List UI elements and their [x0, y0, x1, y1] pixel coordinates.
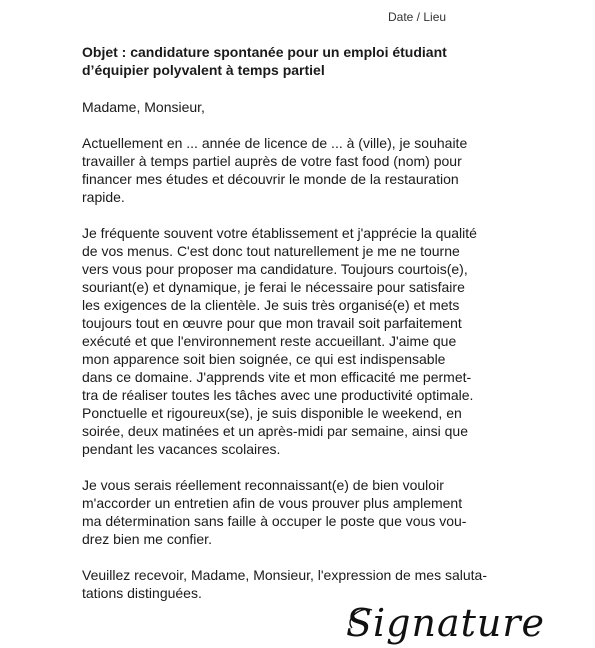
- paragraph-line: tra de réaliser toutes les tâches avec une productivité optimale.: [82, 387, 474, 403]
- paragraph-line: soirée, deux matinées et un après-midi par semaine, ainsi que: [82, 423, 468, 439]
- paragraph-line: Je fréquente souvent votre établissement et j'apprécie la qualité: [82, 225, 477, 241]
- paragraph-line: tations distinguées.: [82, 585, 202, 601]
- paragraph-line: Veuillez recevoir, Madame, Monsieur, l'expression de mes saluta-: [82, 567, 487, 583]
- paragraph-line: les exigences de la clientèle. Je suis très organisé(e) et mets: [82, 297, 460, 313]
- letter-subject: [82, 43, 447, 79]
- paragraph-line: travailler à temps partiel auprès de votre fast food (nom) pour: [82, 153, 462, 169]
- paragraph-introduction: [82, 134, 467, 206]
- paragraph-line: financer mes études et découvrir le monde de la restauration: [82, 171, 459, 187]
- paragraph-line: rapide.: [82, 189, 125, 205]
- paragraph-line: Ponctuelle et rigoureux(se), je suis disponible le weekend, en: [82, 405, 462, 421]
- signature-text: Signature: [346, 601, 546, 645]
- handwritten-signature: [342, 588, 546, 645]
- paragraph-line: Actuellement en ... année de licence de ... à (ville), je souhaite: [82, 135, 468, 151]
- paragraph-line: m'accorder un entretien afin de vous prouver plus amplement: [82, 495, 463, 511]
- paragraph-motivation: [82, 224, 477, 458]
- paragraph-line: ma détermination sans faille à occuper le poste que vous vou-: [82, 513, 467, 529]
- signature-graphic: [342, 588, 546, 648]
- paragraph-line: de vos menus. C'est donc tout naturellement je me ne tourne: [82, 243, 460, 259]
- salutation: Madame, Monsieur,: [82, 99, 205, 115]
- paragraph-line: souriant(e) et dynamique, je ferai le nécessaire pour satisfaire: [82, 279, 465, 295]
- paragraph-line: dans ce domaine. J'apprends vite et mon efficacité me permet-: [82, 369, 472, 385]
- paragraph-line: mon apparence soit bien soignée, ce qui est indispensable: [82, 351, 446, 367]
- paragraph-line: drez bien me confier.: [82, 531, 212, 547]
- paragraph-line: pendant les vacances scolaires.: [82, 441, 281, 457]
- date-place-label: Date / Lieu: [388, 10, 447, 24]
- paragraph-line: exécuté et que l'environnement reste accueillant. J'aime que: [82, 333, 457, 349]
- paragraph-interview-request: [82, 476, 466, 548]
- paragraph-line: toujours tout en œuvre pour que mon travail soit parfaitement: [82, 315, 462, 331]
- paragraph-line: vers vous pour proposer ma candidature. Toujours courtois(e),: [82, 261, 468, 277]
- paragraph-line: Je vous serais réellement reconnaissant(e) de bien vouloir: [82, 477, 444, 493]
- subject-line: Objet : candidature spontanée pour un emploi étudiant: [82, 44, 447, 60]
- subject-line: d’équipier polyvalent à temps partiel: [82, 62, 325, 78]
